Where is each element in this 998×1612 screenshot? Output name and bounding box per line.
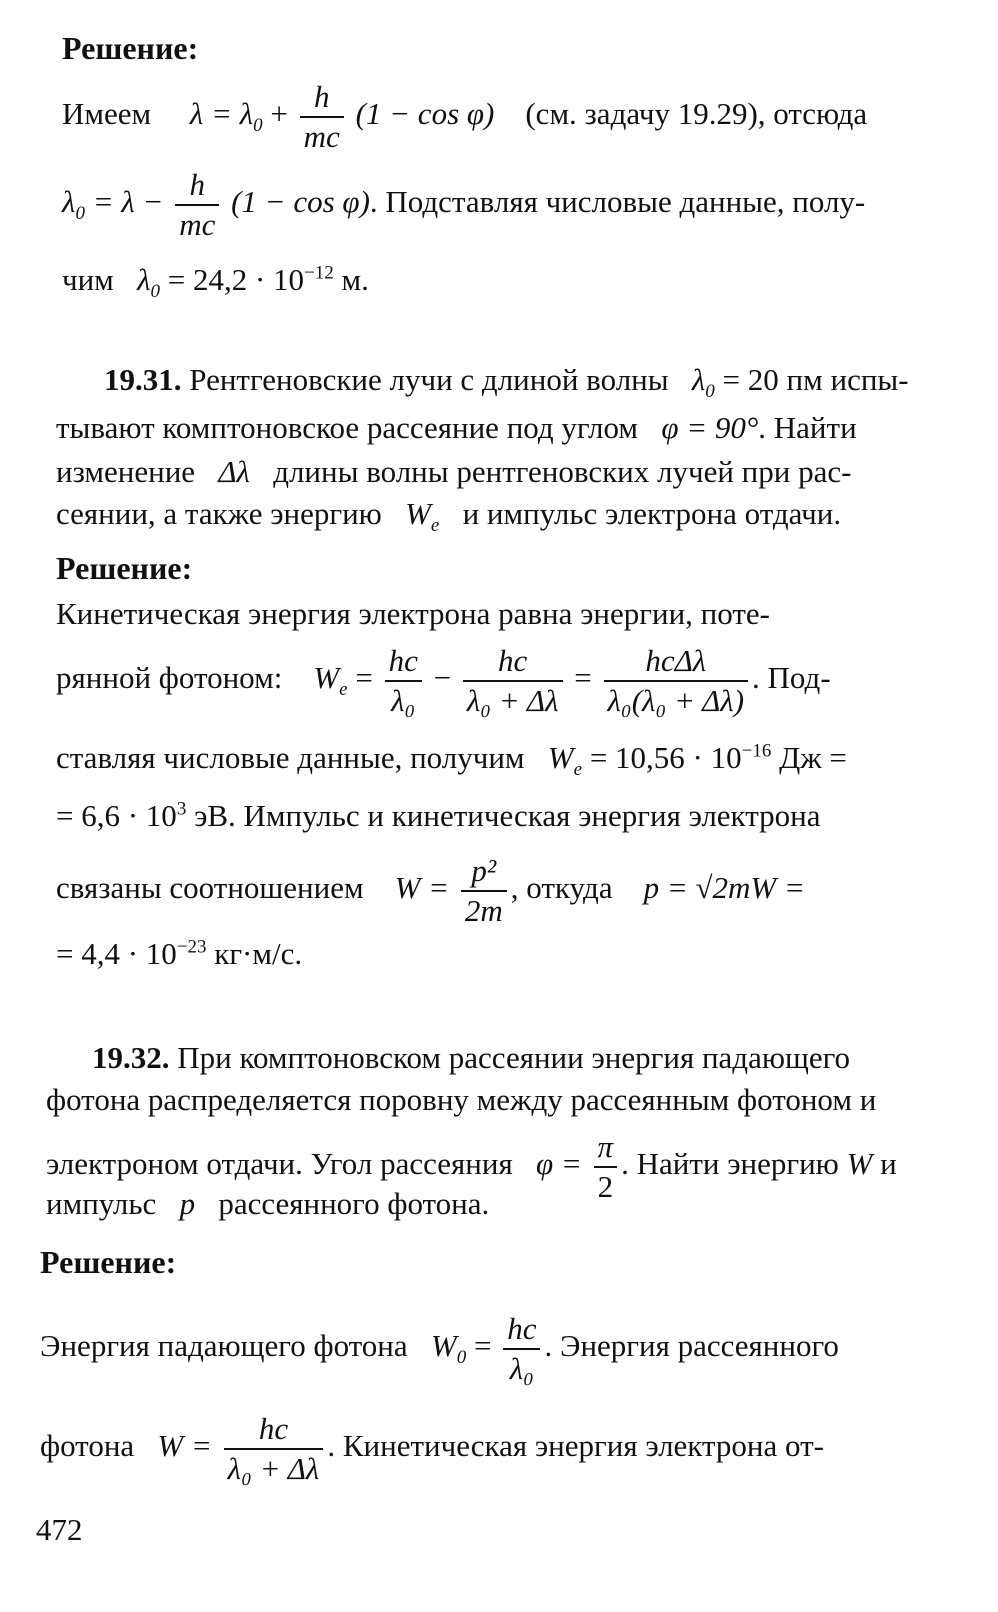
problem-19-31-line-3: изменение Δλ длины волны рентгеновских лучей при рас- (56, 454, 852, 489)
solution-19-31-line-4: = $6,6 \cdot 10^3$ эВ. Импульс и кинетическая энергия электрона (56, 798, 821, 833)
solution-19-32-line-2: фотона W = $\frac{hc}{\text{λ₀ + Δλ}}$ . Кинетическая энергия электрона от- (40, 1411, 824, 1486)
solution-19-31-line-2: рянной фотоном: $W_e$ = $\frac{hc}{\text{λ₀}}$ − $\frac{hc}{\text{λ₀ + Δλ}}$ = $\frac{\text{hcΔλ}}{\text{λ₀(λ₀ + Δλ)}}$ . Под- (56, 643, 831, 718)
solution-heading-3: Решение: (40, 1244, 177, 1280)
formula-line-1: Имеем $\lambda = \lambda_0$ + $\frac{h}{mc}$ (1 − cos φ) (см. задачу 19.29), отсюда (62, 79, 868, 154)
problem-19-32-line-3: электроном отдачи. Угол рассеяния φ = $\frac{\pi}{2}$ . Найти энергию W и (46, 1129, 897, 1204)
text-see-problem: (см. задачу 19.29), отсюда (525, 96, 868, 132)
fraction-h-mc-2: $\frac{h}{mc}$ (175, 166, 219, 244)
solution-heading-1: Решение: (62, 30, 199, 66)
problem-number-19-32: 19.32. (92, 1040, 170, 1075)
solution-19-31-line-3: ставляя числовые данные, получим $W_e = 10,56 \cdot 10^{-16}$ Дж = (56, 740, 847, 781)
formula-lambda: $\lambda = \lambda_0$ (189, 96, 263, 137)
result-line: чим $\lambda_0 = 24,2 \cdot 10^{-12}$ м. (62, 262, 369, 303)
formula-line-2: $\lambda_0 = \lambda$ − $\frac{h}{mc}$ (1 − cos φ). Подставляя числовые данные, полу- (62, 167, 866, 242)
problem-19-31-line-4: сеянии, а также энергию $W_e$ и импульс электрона отдачи. (56, 496, 842, 537)
solution-heading-2: Решение: (56, 550, 193, 586)
solution-19-32-line-1: Энергия падающего фотона $W_0$ = $\frac{hc}{\text{λ₀}}$ . Энергия рассеянного (40, 1311, 839, 1386)
solution-19-31-line-6: = $4,4 \cdot 10^{-23}$ кг·м/с. (56, 936, 303, 971)
solution-19-31-line-1: Кинетическая энергия электрона равна энергии, поте- (56, 596, 770, 631)
page-number: 472 (36, 1512, 83, 1547)
text-imeem: Имеем (62, 96, 152, 132)
problem-19-32-line-2: фотона распределяется поровну между рассеянным фотоном и (46, 1082, 877, 1117)
fraction-h-mc: $\frac{h}{mc}$ (300, 78, 344, 156)
problem-19-32-line-1: 19.32. При комптоновском рассеянии энергия падающего (92, 1040, 851, 1075)
solution-19-31-line-5: связаны соотношением W = $\frac{\text{p²}}{2m}$ , откуда p = √2mW = (56, 853, 805, 928)
problem-19-31-line-2: тывают комптоновское рассеяние под углом φ = 90°. Найти (56, 410, 857, 445)
problem-19-31-line-1: 19.31. Рентгеновские лучи с длиной волны $\lambda_0 = 20$ пм испы- (104, 362, 909, 403)
problem-number-19-31: 19.31. (104, 362, 182, 397)
problem-19-32-line-4: импульс p рассеянного фотона. (46, 1186, 490, 1221)
